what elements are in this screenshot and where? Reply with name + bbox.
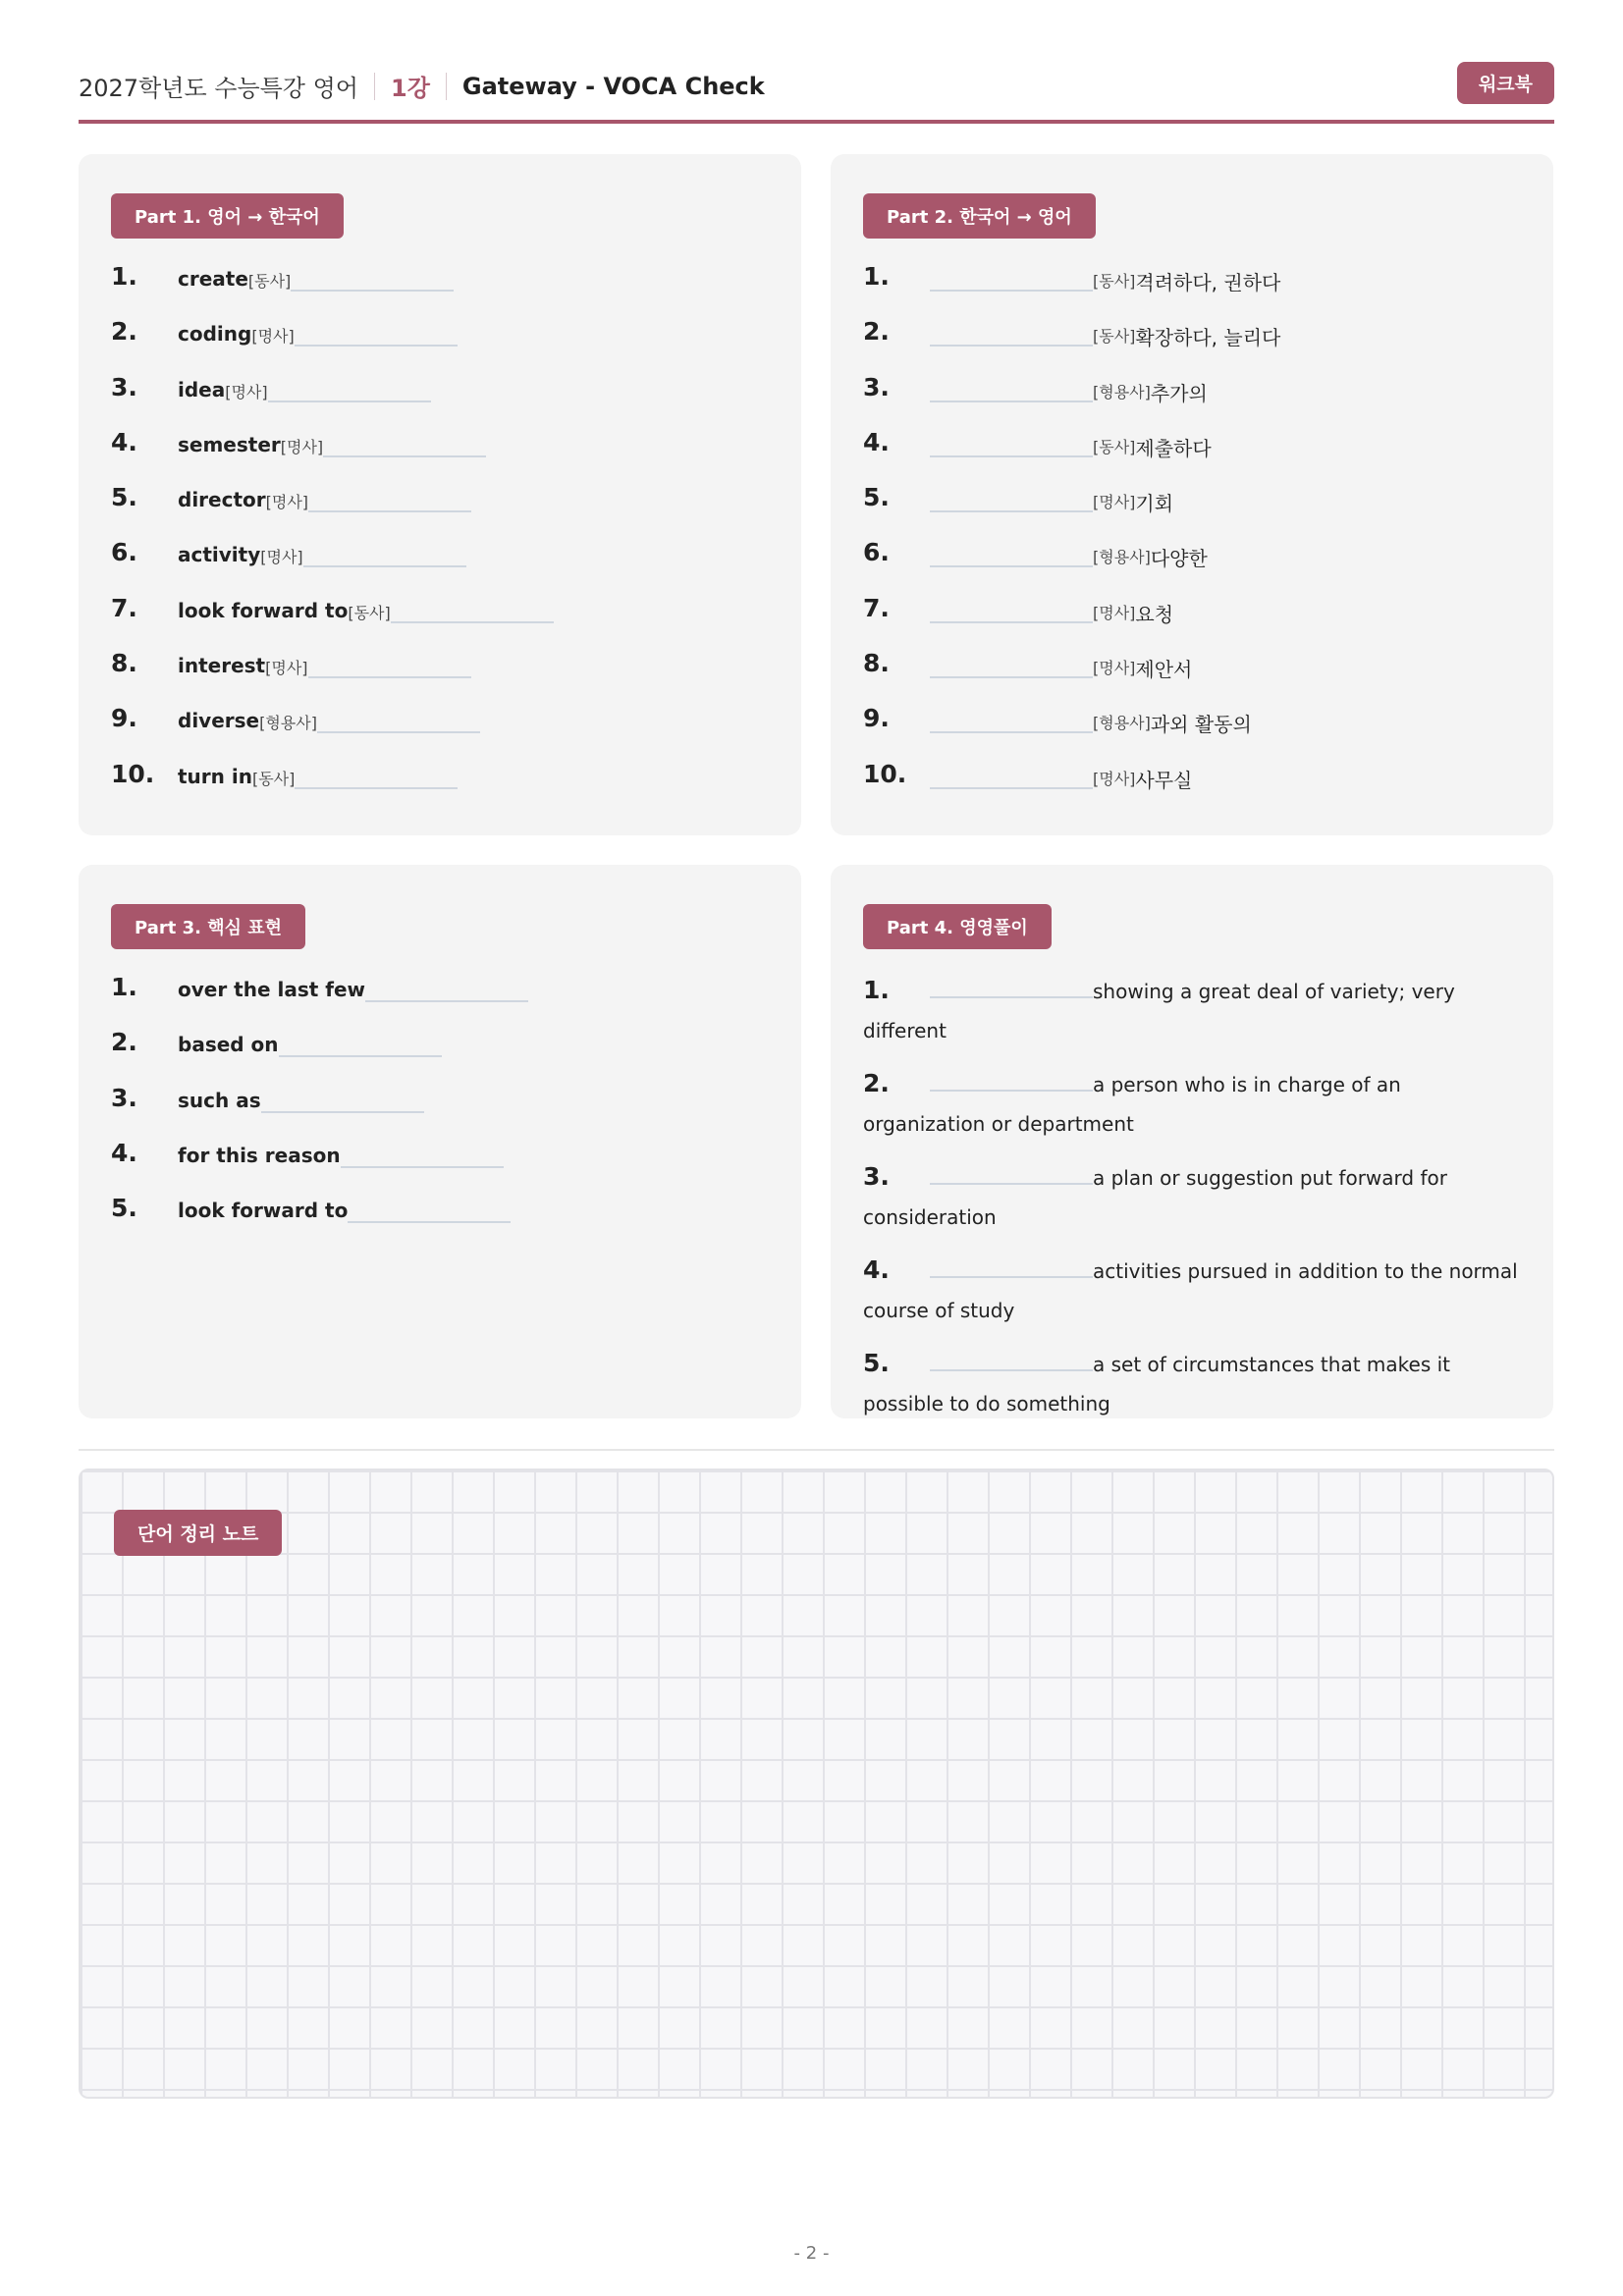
list-item [111,260,772,315]
lesson-number: 1강 [391,75,430,102]
answer-blank[interactable] [930,260,1093,292]
item-number: 6. [863,538,890,567]
item-meaning: 추가의 [1150,381,1208,405]
item-pos: [명사] [225,382,268,401]
item-number: 2. [863,1069,890,1097]
answer-blank[interactable] [308,647,471,678]
item-number: 4. [863,1255,890,1284]
item-meaning: 격려하다, 권하다 [1135,271,1281,294]
item-meaning: 기회 [1135,492,1174,516]
list-item [863,536,1524,591]
item-number: 3. [863,372,890,401]
part2-panel [831,154,1553,835]
item-meaning: 제안서 [1135,658,1193,682]
answer-blank[interactable] [341,1137,504,1168]
answer-blank[interactable] [279,1026,442,1057]
answer-blank[interactable] [303,536,466,567]
answer-blank[interactable] [268,371,431,402]
item-pos: [명사] [1093,659,1136,678]
item-word: look forward to [178,598,349,622]
item-number: 7. [111,593,137,622]
list-item [863,1344,1526,1423]
item-pos: [형용사] [1093,714,1151,733]
list-item [863,260,1524,315]
item-meaning: 제출하다 [1135,436,1212,460]
workbook-badge: 워크북 [1457,62,1554,104]
item-definition: a plan or suggestion put forward for consideration [863,1166,1447,1229]
item-pos: [명사] [265,493,309,512]
list-item [863,315,1524,370]
page-header [79,59,1554,124]
item-word: semester [178,432,281,456]
answer-blank[interactable] [930,536,1093,567]
part4-list [863,971,1526,1423]
list-item [111,536,772,591]
list-item [111,1192,772,1247]
item-word: activity [178,543,261,567]
vocab-note-grid[interactable] [79,1468,1554,2099]
item-phrase: for this reason [178,1143,341,1167]
item-pos: [명사] [265,659,308,678]
answer-blank[interactable] [930,481,1093,512]
list-item [863,758,1524,813]
item-number: 1. [863,976,890,1004]
item-number: 3. [863,1162,890,1191]
item-word: idea [178,377,226,401]
item-meaning: 요청 [1135,602,1174,626]
answer-blank[interactable] [317,702,480,733]
item-pos: [동사] [251,769,296,788]
part1-panel [79,154,801,835]
item-pos: [형용사] [1093,548,1151,567]
item-phrase: such as [178,1088,261,1112]
item-number: 1. [863,262,890,291]
header-separator [446,73,447,100]
item-number: 5. [863,1349,890,1377]
answer-blank[interactable] [930,1251,1093,1278]
item-number: 5. [111,1194,137,1223]
header-separator [374,73,375,100]
list-item [863,592,1524,647]
item-pos: [동사] [1093,272,1136,291]
answer-blank[interactable] [930,315,1093,347]
page-title: Gateway - VOCA Check [461,72,765,100]
item-pos: [형용사] [1093,382,1151,401]
answer-blank[interactable] [930,1344,1093,1371]
item-number: 2. [111,317,137,347]
item-meaning: 사무실 [1135,768,1193,792]
item-number: 5. [111,483,137,512]
answer-blank[interactable] [365,971,528,1002]
item-pos: [명사] [251,327,295,347]
answer-blank[interactable] [930,971,1093,998]
list-item [863,371,1524,426]
list-item [863,481,1524,536]
item-number: 3. [111,1083,137,1112]
item-meaning: 다양한 [1150,547,1208,571]
item-phrase: over the last few [178,978,366,1001]
item-word: diverse [178,709,260,733]
part3-panel [79,865,801,1418]
item-phrase: based on [178,1033,279,1057]
item-definition: a person who is in charge of an organization or department [863,1073,1401,1136]
item-number: 4. [863,427,890,456]
item-pos: [명사] [260,548,303,567]
item-pos: [동사] [247,272,292,291]
item-definition: a set of circumstances that makes it possible to do something [863,1353,1450,1415]
list-item [111,971,772,1026]
list-item [863,647,1524,702]
list-item [863,426,1524,481]
list-item [111,1137,772,1192]
item-word: turn in [178,764,252,788]
item-definition: activities pursued in addition to the normal course of study [863,1259,1518,1322]
list-item [111,702,772,757]
item-number: 4. [111,1138,137,1167]
item-number: 7. [863,593,890,622]
answer-blank[interactable] [291,260,454,292]
item-number: 9. [111,704,137,733]
list-item [111,481,772,536]
list-item [111,1026,772,1081]
answer-blank[interactable] [930,426,1093,457]
header-breadcrumb [79,69,765,103]
answer-blank[interactable] [261,1082,424,1113]
item-number: 1. [111,262,137,291]
part1-label: Part 1. 영어 → 한국어 [111,193,344,239]
list-item [111,1082,772,1137]
answer-blank[interactable] [930,1157,1093,1185]
answer-blank[interactable] [295,758,458,789]
answer-blank[interactable] [930,758,1093,789]
list-item [863,1157,1526,1237]
item-number: 10. [863,759,907,788]
answer-blank[interactable] [308,481,471,512]
item-meaning: 확장하다, 늘리다 [1135,326,1281,350]
part4-label: Part 4. 영영풀이 [863,904,1052,949]
answer-blank[interactable] [323,426,486,457]
item-number: 9. [863,704,890,733]
item-phrase: look forward to [178,1199,349,1223]
item-pos: [동사] [1093,327,1136,347]
answer-blank[interactable] [348,1192,511,1223]
list-item [111,371,772,426]
part1-list [111,260,772,813]
item-number: 3. [111,372,137,401]
part2-label: Part 2. 한국어 → 영어 [863,193,1096,239]
item-pos: [동사] [348,603,391,622]
list-item [863,702,1524,757]
answer-blank[interactable] [930,371,1093,402]
item-pos: [형용사] [259,714,317,733]
item-pos: [명사] [280,437,324,456]
part3-label: Part 3. 핵심 표현 [111,904,305,949]
item-number: 5. [863,483,890,512]
item-pos: [명사] [1093,769,1136,788]
item-number: 8. [863,649,890,678]
list-item [111,315,772,370]
answer-blank[interactable] [930,1064,1093,1092]
part4-panel [831,865,1553,1418]
item-word: interest [178,654,266,678]
section-divider [79,1449,1554,1451]
list-item [863,1064,1526,1144]
item-pos: [명사] [1093,603,1136,622]
item-meaning: 과외 활동의 [1150,713,1252,737]
list-item [111,426,772,481]
item-word: coding [178,322,252,347]
part3-list [111,971,772,1247]
item-number: 4. [111,427,137,456]
item-number: 1. [111,973,137,1001]
list-item [863,1251,1526,1330]
answer-blank[interactable] [930,647,1093,678]
item-pos: [명사] [1093,493,1136,512]
answer-blank[interactable] [295,315,458,347]
list-item [111,758,772,813]
item-number: 2. [863,317,890,347]
answer-blank[interactable] [930,702,1093,733]
list-item [863,971,1526,1050]
item-definition: showing a great deal of variety; very different [863,980,1455,1042]
notes-label: 단어 정리 노트 [114,1510,282,1556]
book-title: 2027학년도 수능특강 영어 [79,75,358,102]
list-item [111,592,772,647]
part2-list [863,260,1524,813]
item-number: 2. [111,1028,137,1057]
item-number: 10. [111,759,155,788]
item-pos: [동사] [1093,437,1136,456]
item-word: create [178,267,248,291]
page-number: - 2 - [793,2243,830,2264]
item-number: 8. [111,649,137,678]
item-word: director [178,488,266,512]
answer-blank[interactable] [391,592,554,623]
item-number: 6. [111,538,137,567]
list-item [111,647,772,702]
answer-blank[interactable] [930,592,1093,623]
